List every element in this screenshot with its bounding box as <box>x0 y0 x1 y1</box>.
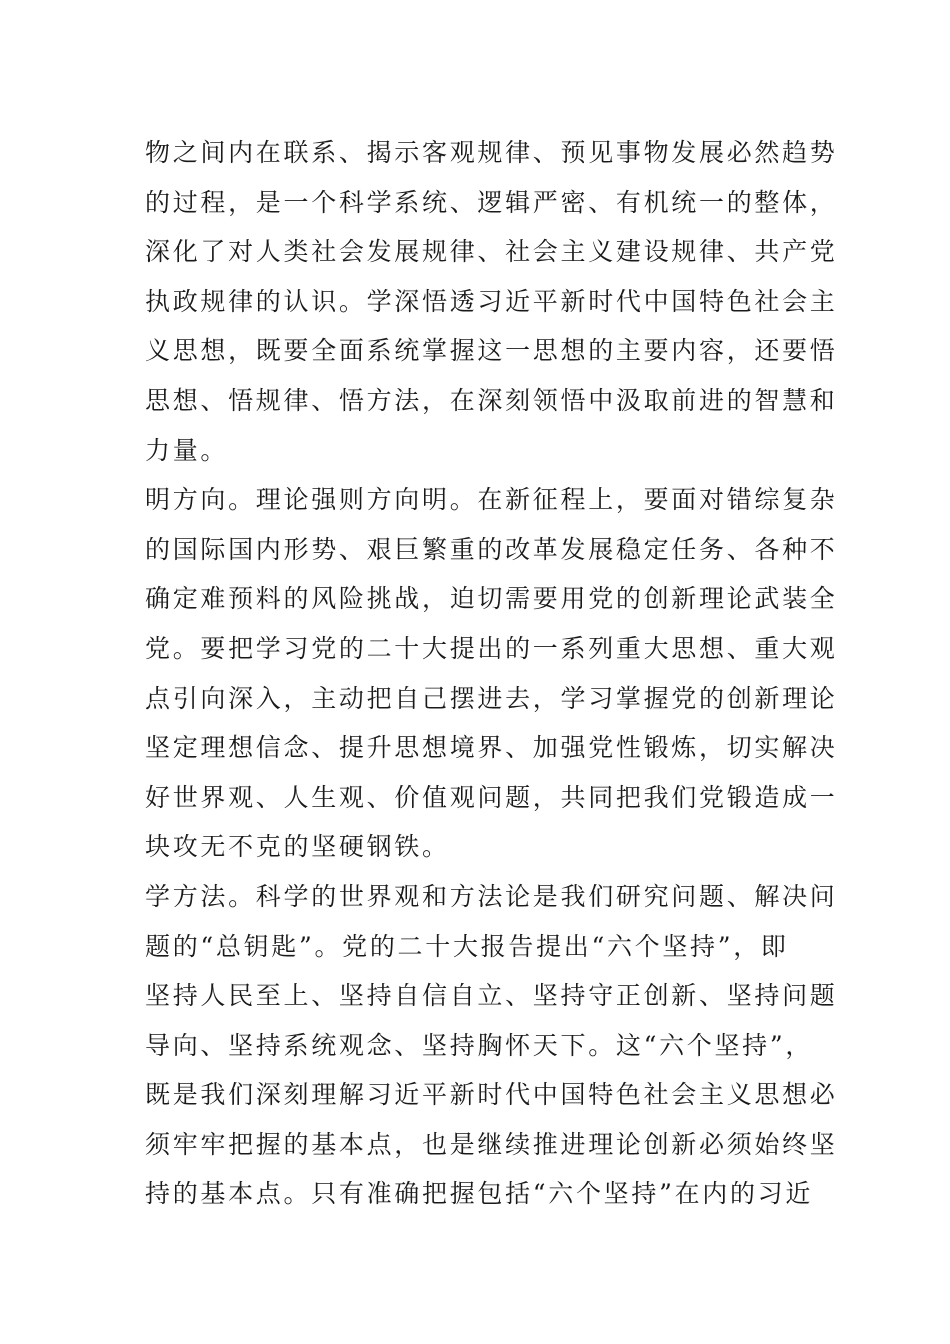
text-line-11: 党。要把学习党的二十大提出的一系列重大思想、重大观 <box>145 633 838 663</box>
text-line-10: 确定难预料的风险挑战，迫切需要用党的创新理论武装全 <box>145 584 838 614</box>
text-line-6: 思想、悟规律、悟方法，在深刻领悟中汲取前进的智慧和 <box>145 385 838 415</box>
text-line-7: 力量。 <box>145 435 229 465</box>
text-line-22: 持的基本点。只有准确把握包括“六个坚持”在内的习近 <box>145 1179 814 1209</box>
text-line-1: 物之间内在联系、揭示客观规律、预见事物发展必然趋势 <box>145 138 838 167</box>
text-line-21: 须牢牢把握的基本点，也是继续推进理论创新必须始终坚 <box>145 1129 838 1159</box>
text-line-12: 点引向深入，主动把自己摆进去，学习掌握党的创新理论 <box>145 683 838 713</box>
text-line-8: 明方向。理论强则方向明。在新征程上，要面对错综复杂 <box>145 485 838 515</box>
text-line-15: 块攻无不克的坚硬钢铁。 <box>145 832 450 862</box>
text-line-13: 坚定理想信念、提升思想境界、加强党性锻炼，切实解决 <box>145 733 838 763</box>
body-text <box>145 128 838 1219</box>
text-line-19: 导向、坚持系统观念、坚持胸怀天下。这“六个坚持”， <box>145 1030 814 1060</box>
text-line-5: 义思想，既要全面系统掌握这一思想的主要内容，还要悟 <box>145 336 838 366</box>
text-line-18: 坚持人民至上、坚持自信自立、坚持守正创新、坚持问题 <box>145 981 838 1011</box>
text-line-9: 的国际国内形势、艰巨繁重的改革发展稳定任务、各种不 <box>145 534 838 564</box>
text-line-20: 既是我们深刻理解习近平新时代中国特色社会主义思想必 <box>145 1080 838 1110</box>
text-line-4: 执政规律的认识。学深悟透习近平新时代中国特色社会主 <box>145 286 838 316</box>
text-line-14: 好世界观、人生观、价值观问题，共同把我们党锻造成一 <box>145 782 838 812</box>
text-line-16: 学方法。科学的世界观和方法论是我们研究问题、解决问 <box>145 881 838 911</box>
text-line-3: 深化了对人类社会发展规律、社会主义建设规律、共产党 <box>145 237 838 267</box>
text-line-17: 题的“总钥匙”。党的二十大报告提出“六个坚持”，即 <box>145 931 789 961</box>
text-line-2: 的过程，是一个科学系统、逻辑严密、有机统一的整体， <box>145 187 838 217</box>
